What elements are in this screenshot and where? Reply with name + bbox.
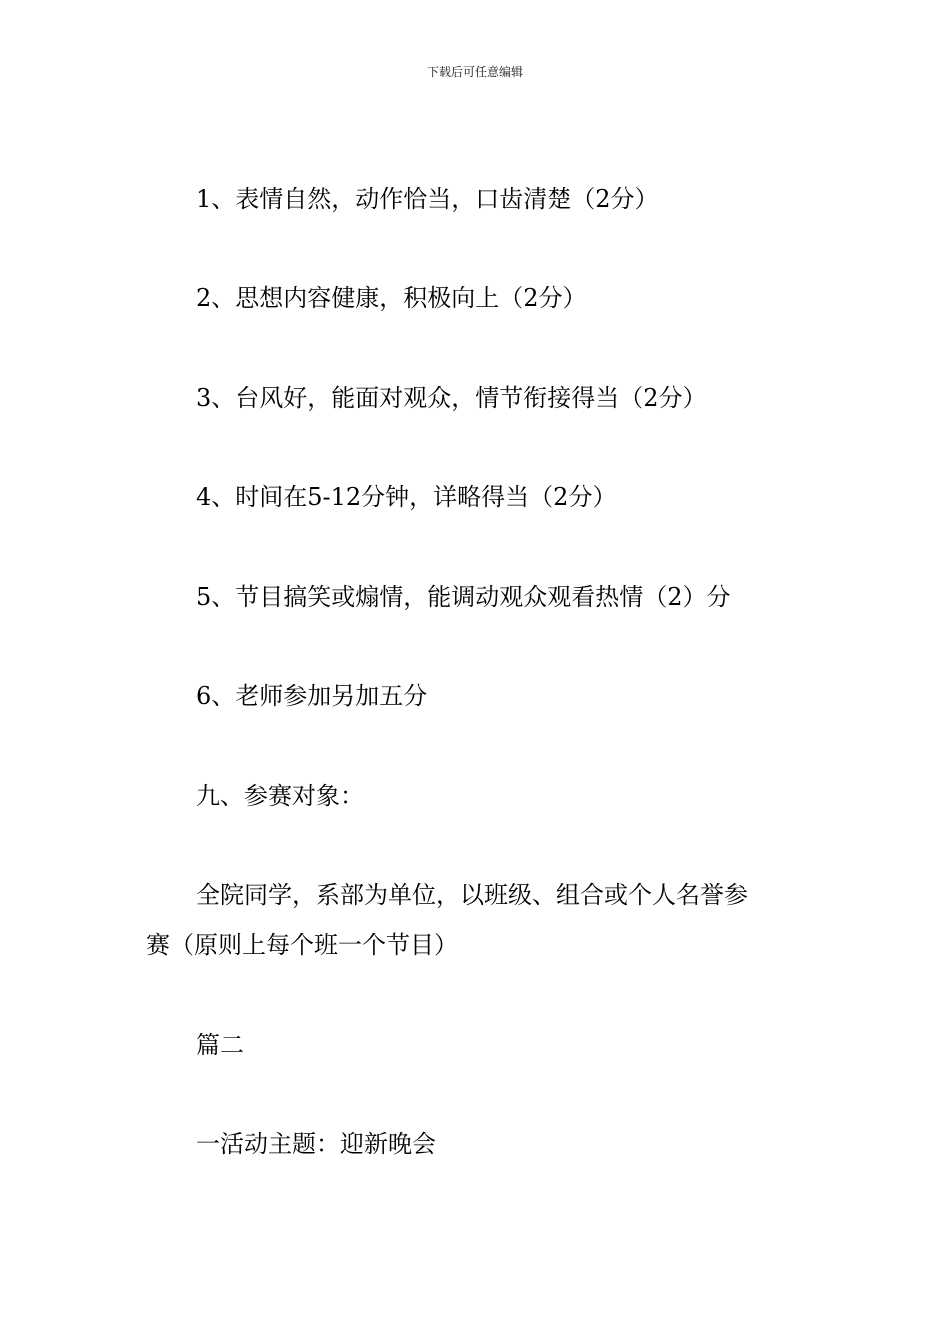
criterion-5: 5、节目搞笑或煽情，能调动观众观看热情（2）分: [196, 583, 731, 611]
participants-text-line-2: 赛（原则上每个班一个节目）: [146, 931, 458, 959]
criterion-6: 6、老师参加另加五分: [196, 682, 428, 710]
participants-text-line-1: 全院同学，系部为单位，以班级、组合或个人名誉参: [196, 881, 748, 909]
criterion-3: 3、台风好，能面对观众，情节衔接得当（2分）: [196, 384, 707, 412]
section-heading-part-two: 篇二: [196, 1031, 244, 1059]
criterion-1: 1、表情自然，动作恰当，口齿清楚（2分）: [196, 185, 659, 213]
criterion-4: 4、时间在5-12分钟，详略得当（2分）: [196, 483, 617, 511]
page-header: 下载后可任意编辑: [426, 65, 523, 79]
activity-theme: 一活动主题：迎新晚会: [196, 1130, 436, 1158]
criterion-2: 2、思想内容健康，积极向上（2分）: [196, 284, 587, 312]
section-heading-participants: 九、参赛对象：: [196, 782, 364, 810]
